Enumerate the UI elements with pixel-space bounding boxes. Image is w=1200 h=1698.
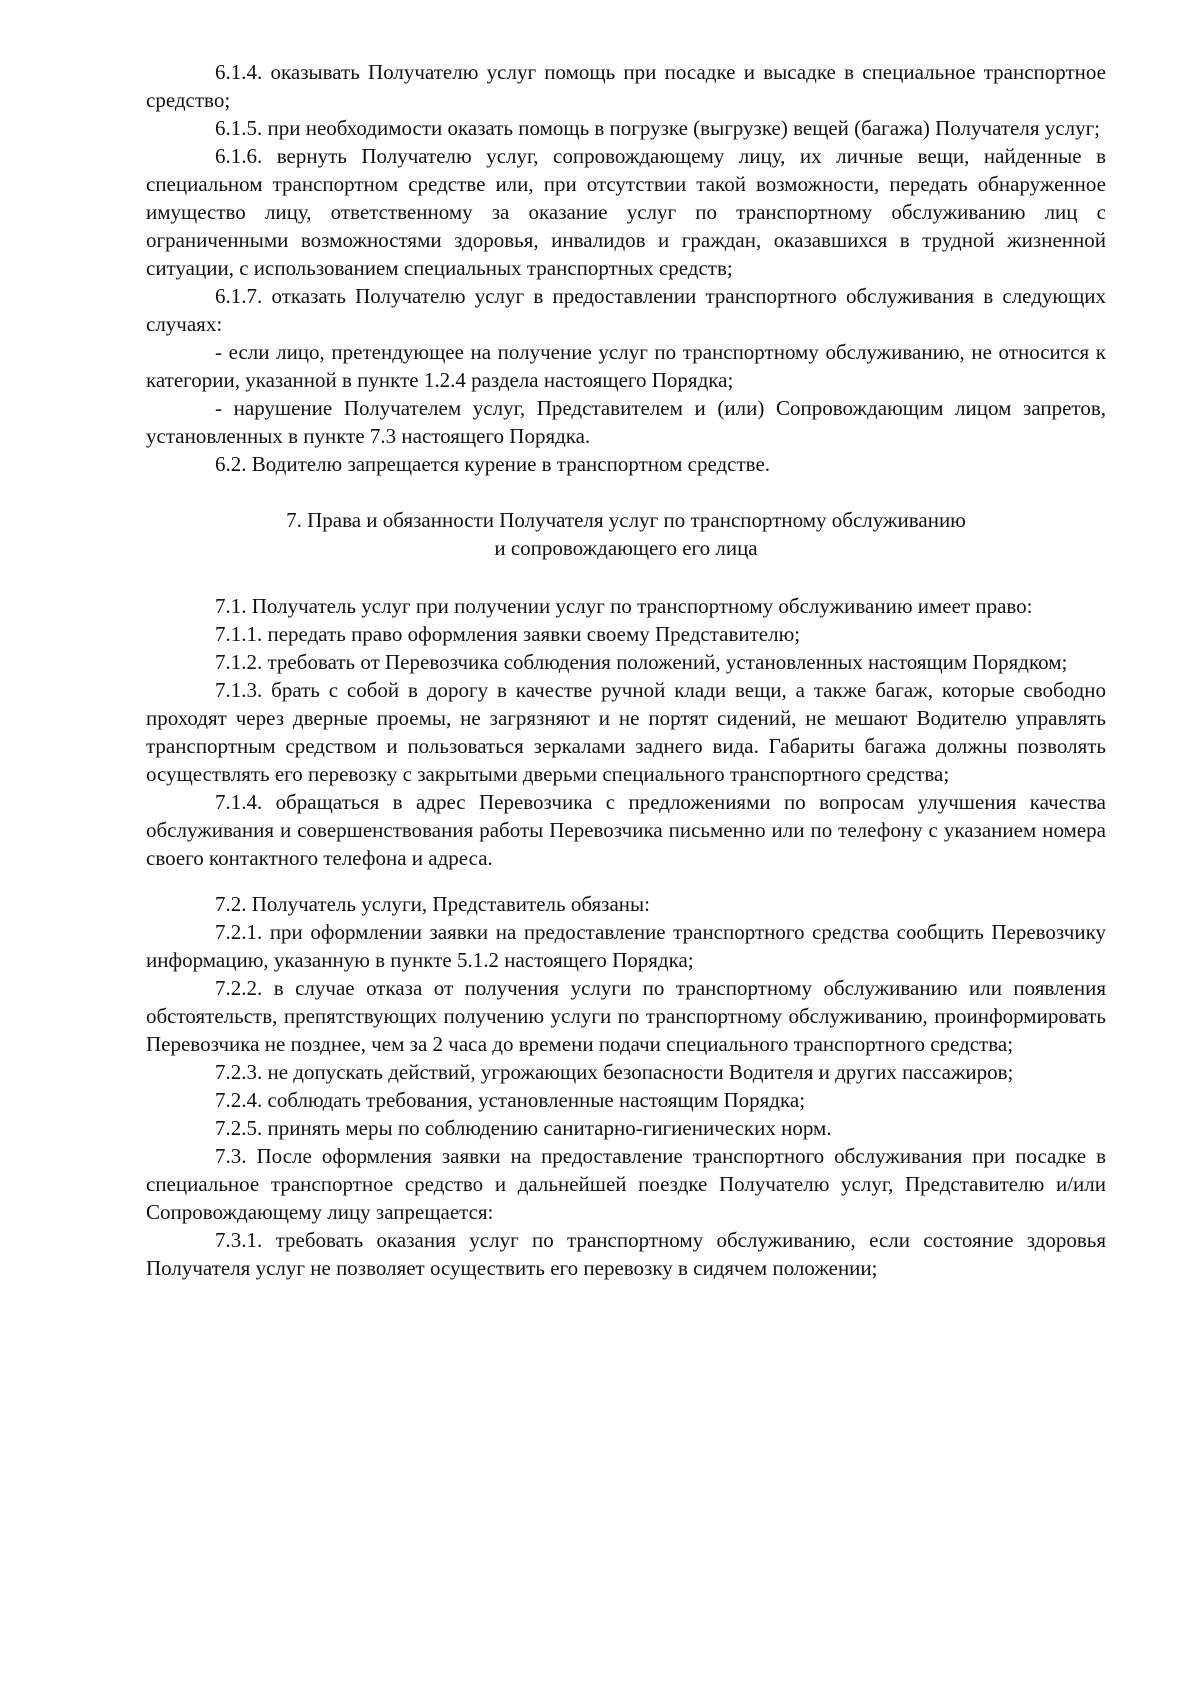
paragraph-7-2-5: 7.2.5. принять меры по соблюдению санитарно-гигиенических норм.: [215, 1116, 832, 1140]
paragraph-6-1-5: 6.1.5. при необходимости оказать помощь в погрузке (выгрузке) вещей (багажа) Получателя услуг;: [215, 116, 1101, 140]
section-7-title-line-2: и сопровождающего его лица: [494, 536, 758, 560]
paragraph-7-3: 7.3. После оформления заявки на предоставление транспортного обслуживания при посадке в специальное транспортное средство и дальнейшей поездке Получателю услуг, Представителю и/или Сопровождающему лицу запрещается:: [146, 1144, 1106, 1224]
paragraph-6-1-7: 6.1.7. отказать Получателю услуг в предоставлении транспортного обслуживания в следующих случаях:: [146, 284, 1106, 336]
paragraph-7-2: 7.2. Получатель услуги, Представитель обязаны:: [215, 892, 650, 916]
paragraph-7-2-3: 7.2.3. не допускать действий, угрожающих безопасности Водителя и других пассажиров;: [215, 1060, 1014, 1084]
paragraph-7-2-1: 7.2.1. при оформлении заявки на предоставление транспортного средства сообщить Перевозчику информацию, указанную в пункте 5.1.2 настоящего Порядка;: [146, 920, 1106, 972]
paragraph-7-2-2: 7.2.2. в случае отказа от получения услуги по транспортному обслуживанию или появления обстоятельств, препятствующих получению услуги по транспортному обслуживанию, проинформировать Перевозчика не позднее, чем за 2 часа до времени подачи специального транспортного средства;: [146, 976, 1106, 1056]
paragraph-7-1: 7.1. Получатель услуг при получении услуг по транспортному обслуживанию имеет право:: [215, 594, 1033, 618]
paragraph-6-1-4: 6.1.4. оказывать Получателю услуг помощь при посадке и высадке в специальное транспортное средство;: [146, 60, 1106, 112]
section-7-title-line-1: 7. Права и обязанности Получателя услуг по транспортному обслуживанию: [286, 508, 966, 532]
section-7-title: [146, 506, 1106, 562]
list-item-category: - если лицо, претендующее на получение услуг по транспортному обслуживанию, не относится к категории, указанной в пункте 1.2.4 раздела настоящего Порядка;: [146, 340, 1106, 392]
paragraph-7-3-1: 7.3.1. требовать оказания услуг по транспортному обслуживанию, если состояние здоровья Получателя услуг не позволяет осуществить его перевозку в сидячем положении;: [146, 1228, 1106, 1280]
document-page: [146, 58, 1106, 1282]
paragraph-7-1-3: 7.1.3. брать с собой в дорогу в качестве ручной клади вещи, а также багаж, которые свободно проходят через дверные проемы, не загрязняют и не портят сидений, не мешают Водителю управлять транспортным средством и пользоваться зеркалами заднего вида. Габариты багажа должны позволять осуществлять его перевозку с закрытыми дверьми специального транспортного средства;: [146, 678, 1106, 786]
list-item-violation: - нарушение Получателем услуг, Представителем и (или) Сопровождающим лицом запретов, установленных в пункте 7.3 настоящего Порядка.: [146, 396, 1106, 448]
paragraph-6-2: 6.2. Водителю запрещается курение в транспортном средстве.: [215, 452, 771, 476]
paragraph-7-2-4: 7.2.4. соблюдать требования, установленные настоящим Порядка;: [215, 1088, 806, 1112]
paragraph-7-1-2: 7.1.2. требовать от Перевозчика соблюдения положений, установленных настоящим Порядком;: [215, 650, 1068, 674]
paragraph-7-1-1: 7.1.1. передать право оформления заявки своему Представителю;: [215, 622, 801, 646]
paragraph-7-1-4: 7.1.4. обращаться в адрес Перевозчика с предложениями по вопросам улучшения качества обслуживания и совершенствования работы Перевозчика письменно или по телефону с указанием номера своего контактного телефона и адреса.: [146, 790, 1106, 870]
paragraph-6-1-6: 6.1.6. вернуть Получателю услуг, сопровождающему лицу, их личные вещи, найденные в специальном транспортном средстве или, при отсутствии такой возможности, передать обнаруженное имущество лицу, ответственному за оказание услуг по транспортному обслуживанию лиц с ограниченными возможностями здоровья, инвалидов и граждан, оказавшихся в трудной жизненной ситуации, с использованием специальных транспортных средств;: [146, 144, 1106, 280]
